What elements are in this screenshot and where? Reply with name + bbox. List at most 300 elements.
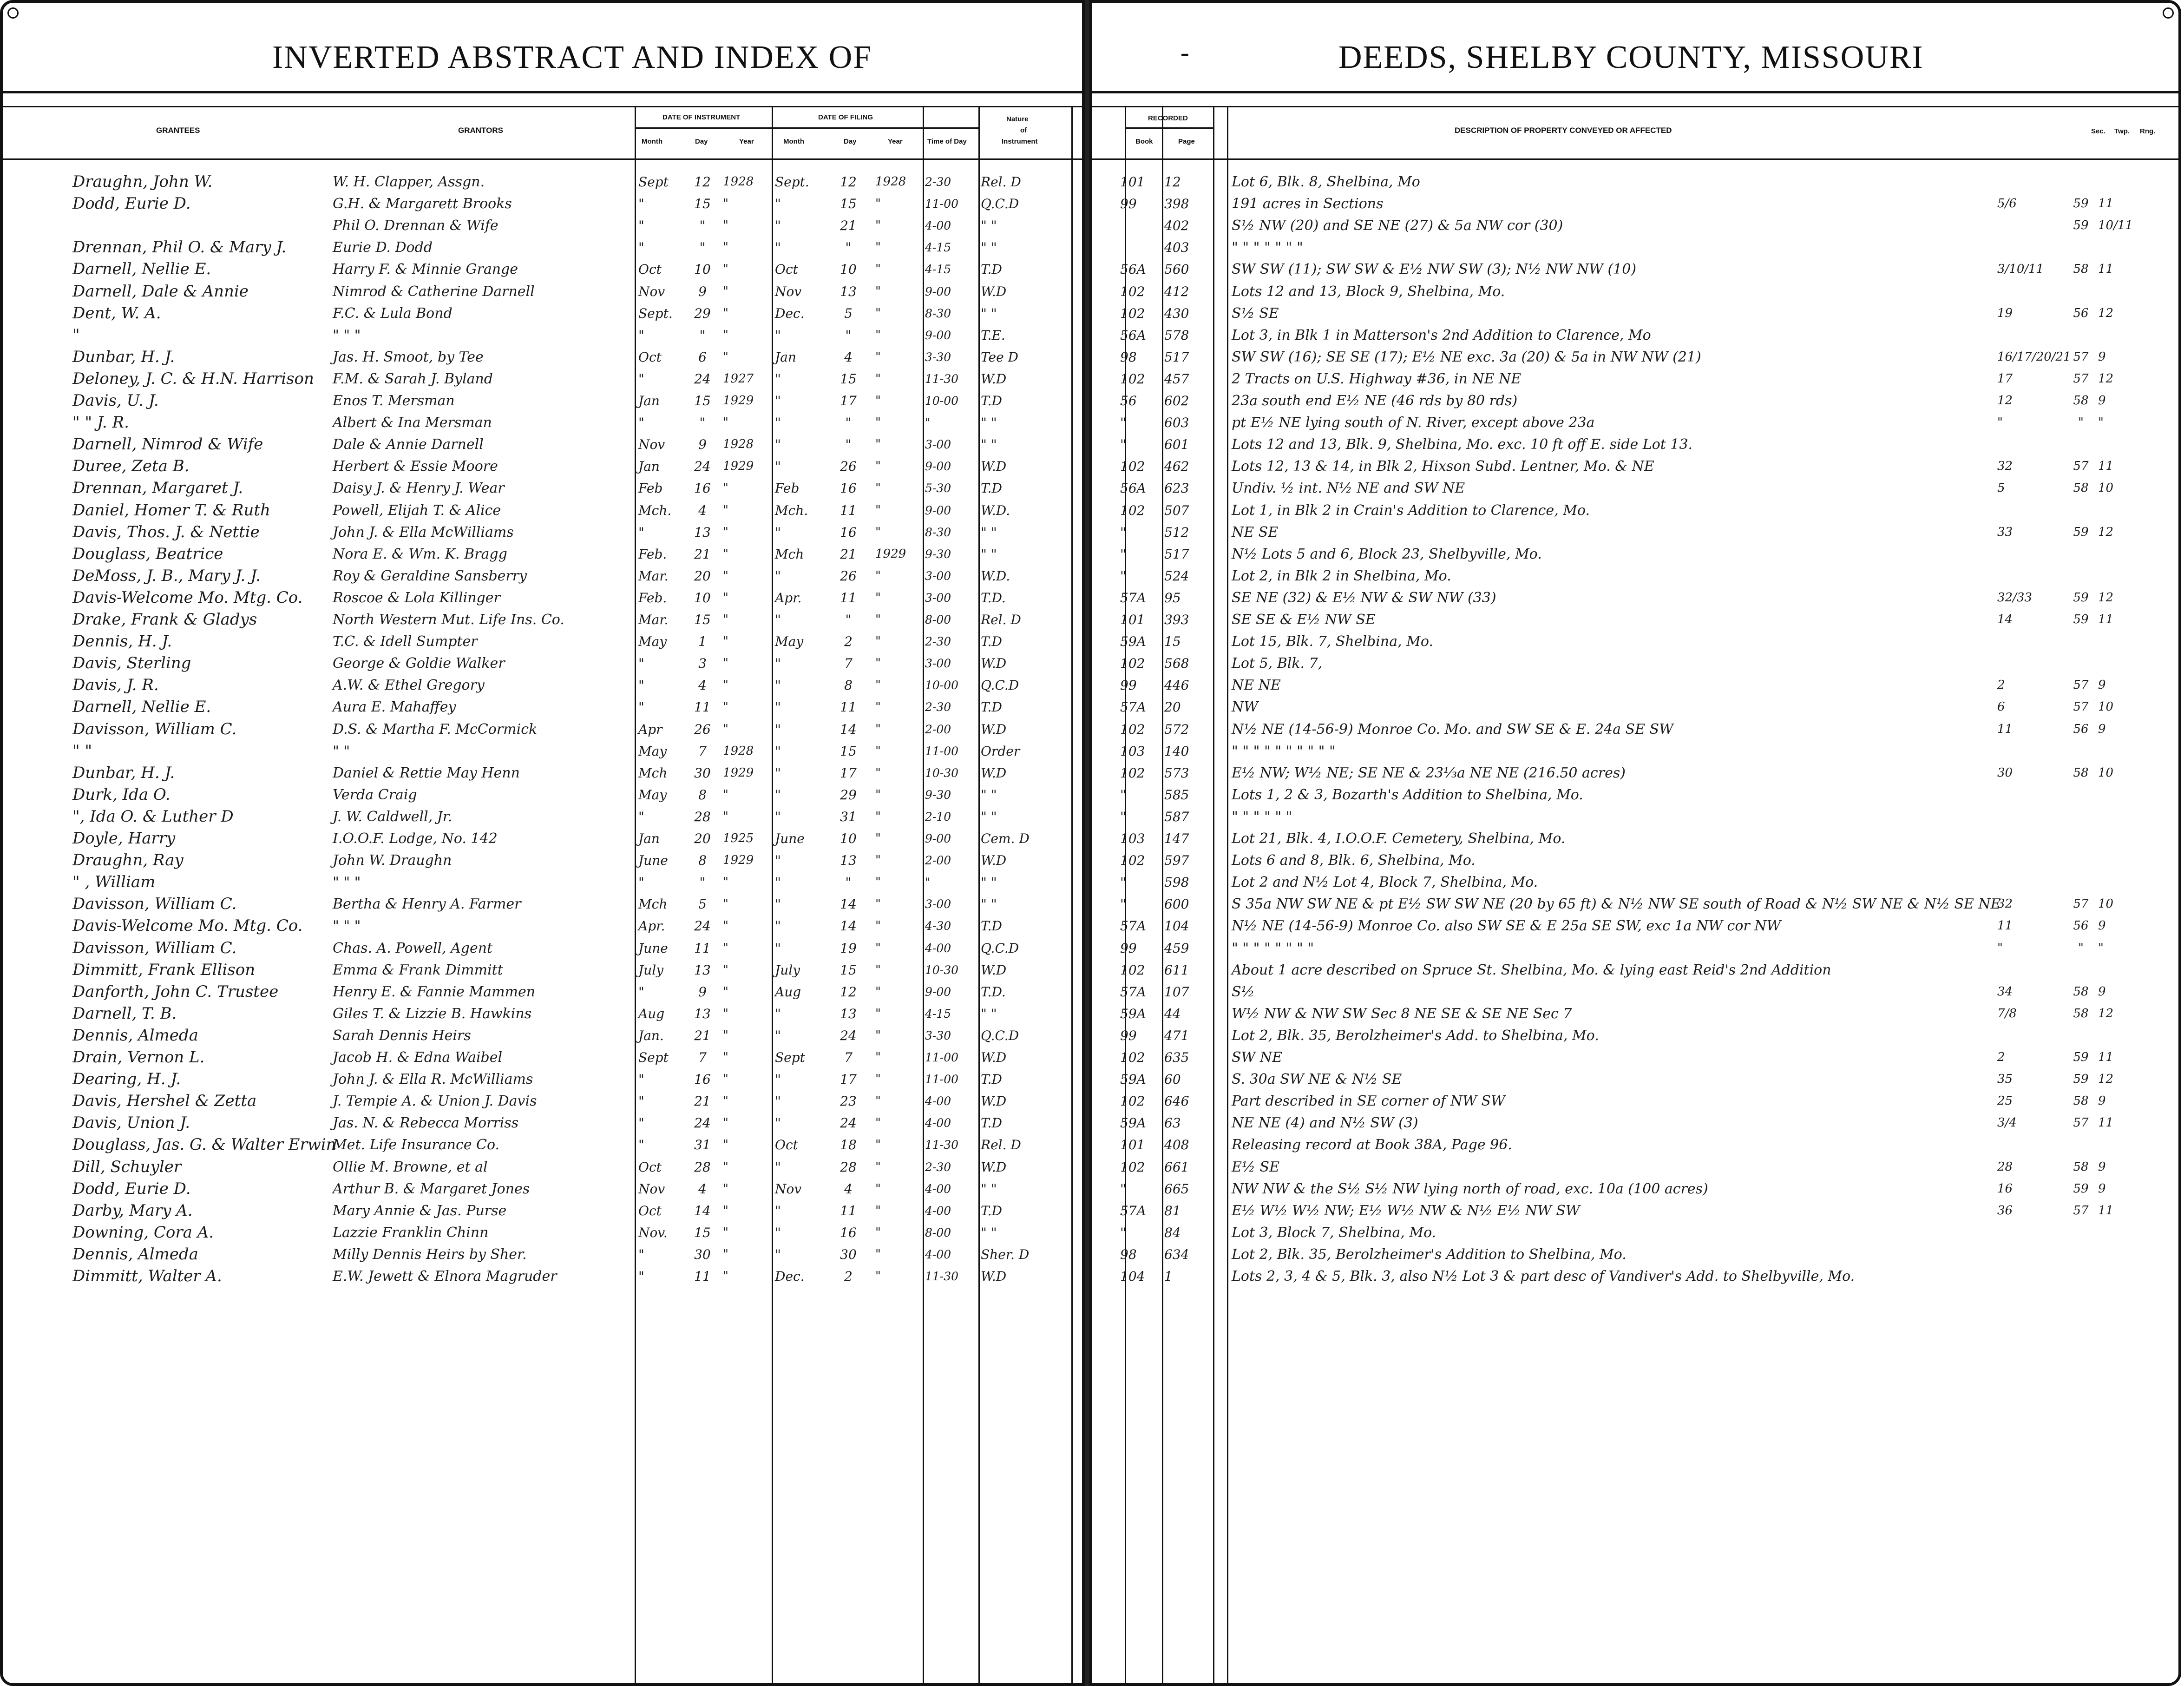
filing-month-cell: Apr. <box>775 590 802 606</box>
property-row <box>1092 281 2184 303</box>
filing-month-cell: " <box>775 941 781 956</box>
range-cell <box>2098 434 2140 455</box>
section-cell: 34 <box>1997 985 2013 999</box>
time-of-day-cell: 4-00 <box>925 219 951 232</box>
book-cell: 102 <box>1120 722 1145 737</box>
instrument-year-cell: 1929 <box>723 394 754 408</box>
page-cell: 603 <box>1164 415 1189 430</box>
instrument-day-cell: 9 <box>698 437 707 452</box>
range-cell: 12 <box>2098 372 2114 386</box>
filing-year-cell: " <box>875 240 881 254</box>
filing-day-cell: 13 <box>840 284 857 299</box>
filing-day-cell: 4 <box>844 349 853 365</box>
page-cell: 446 <box>1164 678 1189 693</box>
grantee-row <box>3 1025 1088 1047</box>
page-cell: 587 <box>1164 809 1189 824</box>
description-cell: pt E½ NE lying south of N. River, except above 23a <box>1232 415 1595 431</box>
book-cell: 99 <box>1120 196 1137 211</box>
grantee-cell: Dimmitt, Frank Ellison <box>72 961 256 979</box>
property-row <box>1092 915 2184 937</box>
book-cell: 59A <box>1120 1006 1146 1021</box>
filing-year-cell: " <box>875 262 881 276</box>
page-cell: 471 <box>1164 1028 1189 1043</box>
grantee-cell: Darnell, Nellie E. <box>72 698 211 716</box>
filing-day-cell: 17 <box>840 765 857 781</box>
filing-month-cell: Oct <box>775 262 798 277</box>
filing-year-cell: " <box>875 415 881 429</box>
page-cell: 403 <box>1164 240 1189 255</box>
property-row <box>1092 1244 2184 1265</box>
page-cell: 398 <box>1164 196 1189 211</box>
instrument-day-cell: 8 <box>698 787 707 803</box>
nature-of-instrument-cell: W.D <box>981 765 1007 781</box>
page-cell: 104 <box>1164 918 1189 934</box>
header-date-of-filing: DATE OF FILING <box>818 113 873 121</box>
filing-year-cell: " <box>875 1116 881 1130</box>
time-of-day-cell: 4-00 <box>925 1182 951 1196</box>
nature-of-instrument-cell: W.D <box>981 459 1007 474</box>
filing-year-cell: " <box>875 591 881 605</box>
time-of-day-cell: 3-00 <box>925 897 951 911</box>
township-cell <box>2065 434 2097 455</box>
description-cell: N½ Lots 5 and 6, Block 23, Shelbyville, Mo. <box>1232 546 1542 562</box>
description-cell: W½ NW & NW SW Sec 8 NE SE & SE NE Sec 7 <box>1232 1006 1572 1022</box>
page-cell: 634 <box>1164 1247 1189 1262</box>
township-cell: 59 <box>2073 1182 2089 1196</box>
filing-day-cell: 16 <box>840 1225 857 1240</box>
page-cell: 84 <box>1164 1225 1181 1240</box>
instrument-year-cell: " <box>723 415 728 429</box>
right-page <box>1089 0 2181 1686</box>
nature-of-instrument-cell: W.D <box>981 1269 1007 1284</box>
nature-of-instrument-cell: " " <box>981 1006 997 1021</box>
description-cell: S½ NW (20) and SE NE (27) & 5a NW cor (30) <box>1232 217 1563 234</box>
instrument-year-cell: " <box>723 525 728 539</box>
book-cell: 102 <box>1120 1093 1145 1109</box>
instrument-day-cell: 13 <box>694 1006 711 1021</box>
section-cell: 6 <box>1997 700 2005 714</box>
filing-month-cell: " <box>775 918 781 934</box>
section-cell: 3/4 <box>1997 1116 2017 1130</box>
range-cell: 9 <box>2098 1182 2106 1196</box>
nature-of-instrument-cell: " " <box>981 1181 997 1197</box>
time-of-day-cell: 9-30 <box>925 547 951 561</box>
property-row <box>1092 521 2184 543</box>
filing-year-cell: " <box>875 612 881 626</box>
left-page-title: INVERTED ABSTRACT AND INDEX OF <box>272 40 872 75</box>
township-cell: " <box>2078 415 2084 429</box>
filing-year-cell: " <box>875 1007 881 1021</box>
header-recorded: RECORDED <box>1148 114 1188 122</box>
instrument-month-cell: Nov <box>638 437 665 452</box>
description-cell: NE NE (4) and N½ SW (3) <box>1232 1115 1418 1131</box>
grantor-cell: Jas. H. Smoot, by Tee <box>333 349 484 365</box>
filing-year-cell: 1929 <box>875 547 906 561</box>
township-cell <box>2065 1265 2097 1287</box>
instrument-month-cell: Jan <box>638 831 660 846</box>
section-cell: 7/8 <box>1997 1007 2017 1021</box>
section-cell: " <box>1997 941 2003 955</box>
grantee-cell: Dodd, Eurie D. <box>72 194 191 213</box>
book-cell: 59A <box>1120 1115 1146 1131</box>
instrument-month-cell: June <box>638 853 668 868</box>
filing-month-cell: Dec. <box>775 1269 805 1284</box>
grantor-cell: Aura E. Mahaffey <box>333 699 456 715</box>
section-cell <box>1997 784 2062 806</box>
section-cell <box>1997 959 2062 981</box>
filing-month-cell: June <box>775 831 805 846</box>
range-cell: 12 <box>2098 591 2114 605</box>
range-cell: 11 <box>2098 262 2114 276</box>
section-cell: 28 <box>1997 1160 2013 1174</box>
property-row <box>1092 893 2184 915</box>
filing-year-cell: " <box>875 481 881 495</box>
property-row <box>1092 587 2184 609</box>
grantor-cell: Roy & Geraldine Sansberry <box>333 568 527 584</box>
description-cell: Lots 6 and 8, Blk. 6, Shelbina, Mo. <box>1232 852 1476 869</box>
right-header-bottom-rule <box>1092 158 2178 160</box>
range-cell: 9 <box>2098 678 2106 692</box>
instrument-year-cell: " <box>723 1225 728 1239</box>
range-cell: 12 <box>2098 306 2114 320</box>
instrument-month-cell: " <box>638 809 644 824</box>
grantor-cell: Roscoe & Lola Killinger <box>333 590 500 606</box>
grantee-cell: Danforth, John C. Trustee <box>72 982 279 1001</box>
filing-month-cell: July <box>775 962 800 978</box>
township-cell <box>2065 631 2097 652</box>
instrument-year-cell: " <box>723 1007 728 1021</box>
filing-year-cell: " <box>875 831 881 845</box>
right-page-title: DEEDS, SHELBY COUNTY, MISSOURI <box>1338 40 1924 75</box>
section-cell <box>1997 740 2062 762</box>
township-cell: 59 <box>2073 197 2089 211</box>
grantee-cell: Davis-Welcome Mo. Mtg. Co. <box>72 588 303 607</box>
book-cell: 102 <box>1120 459 1145 474</box>
instrument-day-cell: 28 <box>694 809 711 824</box>
instrument-day-cell: 13 <box>694 525 711 540</box>
nature-of-instrument-cell: " " <box>981 787 997 803</box>
instrument-month-cell: Oct <box>638 262 662 277</box>
property-row <box>1092 718 2184 740</box>
nature-of-instrument-cell: W.D <box>981 656 1007 671</box>
grantor-cell: W. H. Clapper, Assgn. <box>333 174 485 190</box>
section-cell <box>1997 500 2062 521</box>
description-cell: SE SE & E½ NW SE <box>1232 612 1376 628</box>
grantee-row <box>3 1222 1088 1244</box>
grantee-cell: Drain, Vernon L. <box>72 1048 205 1067</box>
instrument-month-cell: " <box>638 328 644 343</box>
filing-month-cell: Jan <box>775 349 796 365</box>
time-of-day-cell: 8-30 <box>925 307 951 320</box>
page-cell: 462 <box>1164 459 1189 474</box>
grantee-cell: Dunbar, H. J. <box>72 348 175 366</box>
page-cell: 507 <box>1164 503 1189 518</box>
instrument-month-cell: Mch <box>638 765 668 781</box>
filing-day-cell: 17 <box>840 1072 857 1087</box>
property-row <box>1092 1025 2184 1047</box>
grantee-cell: Dodd, Eurie D. <box>72 1179 191 1198</box>
range-cell <box>2098 652 2140 674</box>
township-cell: 56 <box>2073 722 2089 736</box>
header-sec: Sec. <box>2091 127 2105 135</box>
grantor-cell: Dale & Annie Darnell <box>333 436 484 453</box>
description-cell: " " " " " " " " <box>1232 940 1314 956</box>
section-cell <box>1997 1244 2062 1265</box>
nature-of-instrument-cell: " " <box>981 306 997 321</box>
page-cell: 147 <box>1164 831 1189 846</box>
instrument-day-cell: 21 <box>694 1028 711 1043</box>
filing-day-cell: 16 <box>840 525 857 540</box>
book-cell: 102 <box>1120 371 1145 387</box>
grantor-cell: Bertha & Henry A. Farmer <box>333 896 521 912</box>
book-cell <box>1120 237 1162 258</box>
description-cell: 2 Tracts on U.S. Highway #36, in NE NE <box>1232 371 1522 387</box>
filing-year-cell: " <box>875 700 881 714</box>
range-cell: " <box>2098 415 2104 429</box>
time-of-day-cell: 9-00 <box>925 460 951 473</box>
nature-of-instrument-cell: W.D <box>981 722 1007 737</box>
recorded-header-split-rule <box>1125 127 1213 129</box>
grantee-cell: Daniel, Homer T. & Ruth <box>72 501 270 520</box>
grantee-cell: Douglass, Jas. G. & Walter Erwin <box>72 1135 336 1154</box>
grantor-cell: Daniel & Rettie May Henn <box>333 765 520 781</box>
township-cell: 59 <box>2073 1072 2089 1086</box>
instrument-month-cell: " <box>638 984 644 1000</box>
filing-day-cell: 10 <box>840 831 857 846</box>
time-of-day-cell: 2-30 <box>925 1160 951 1174</box>
property-row <box>1092 937 2184 959</box>
header-rng: Rng. <box>2140 127 2156 135</box>
instrument-year-cell: " <box>723 284 728 298</box>
nature-of-instrument-cell: T.D <box>981 262 1002 277</box>
section-cell: 11 <box>1997 722 2013 736</box>
filing-day-cell: 11 <box>840 503 857 518</box>
book-cell: 59A <box>1120 1072 1146 1087</box>
filing-month-cell: " <box>775 459 781 474</box>
grantee-row <box>3 1200 1088 1222</box>
instrument-day-cell: 7 <box>698 1050 707 1065</box>
instrument-day-cell: 9 <box>698 984 707 1000</box>
section-cell: " <box>1997 415 2003 429</box>
book-cell: " <box>1120 1225 1126 1240</box>
section-cell <box>1997 652 2062 674</box>
nature-of-instrument-cell: Tee D <box>981 349 1018 365</box>
header-instrument-day: Day <box>695 138 708 145</box>
instrument-day-cell: 16 <box>694 481 711 496</box>
property-row <box>1092 346 2184 368</box>
filing-year-cell: " <box>875 503 881 517</box>
time-of-day-cell: 9-00 <box>925 832 951 845</box>
property-row <box>1092 806 2184 828</box>
property-row <box>1092 696 2184 718</box>
book-cell: 102 <box>1120 656 1145 671</box>
filing-day-cell: " <box>845 437 852 452</box>
instrument-month-cell: May <box>638 744 667 759</box>
description-cell: Lots 1, 2 & 3, Bozarth's Addition to Shelbina, Mo. <box>1232 787 1583 803</box>
page-cell: 402 <box>1164 218 1189 233</box>
time-of-day-cell: 9-00 <box>925 504 951 517</box>
grantee-row <box>3 915 1088 937</box>
filing-month-cell: " <box>775 525 781 540</box>
grantee-row <box>3 893 1088 915</box>
book-cell: 101 <box>1120 174 1145 190</box>
grantee-cell: DeMoss, J. B., Mary J. J. <box>72 566 261 585</box>
filing-year-cell: " <box>875 766 881 780</box>
grantee-row <box>3 937 1088 959</box>
township-cell <box>2065 237 2097 258</box>
nature-of-instrument-cell: T.D. <box>981 590 1006 606</box>
filing-year-cell: " <box>875 875 881 889</box>
page-cell: 517 <box>1164 349 1189 365</box>
time-of-day-cell: 2-30 <box>925 175 951 189</box>
filing-year-cell: " <box>875 788 881 802</box>
filing-year-cell: " <box>875 197 881 211</box>
grantee-cell: Dearing, H. J. <box>72 1070 181 1088</box>
section-cell <box>1997 850 2062 871</box>
township-cell: 56 <box>2073 919 2089 933</box>
time-of-day-cell: 3-00 <box>925 591 951 605</box>
instrument-month-cell: " <box>638 1093 644 1109</box>
grantee-row <box>3 390 1088 412</box>
time-of-day-cell: 10-00 <box>925 394 959 408</box>
time-of-day-cell: 10-30 <box>925 766 959 780</box>
description-cell: SW SW (16); SE SE (17); E½ NE exc. 3a (20) & 5a in NW NW (21) <box>1232 349 1701 365</box>
grantor-cell: Jacob H. & Edna Waibel <box>333 1049 503 1066</box>
instrument-day-cell: 15 <box>694 393 711 408</box>
book-cell: 101 <box>1120 612 1145 627</box>
time-of-day-cell: 11-30 <box>925 1138 959 1152</box>
filing-month-cell: " <box>775 699 781 715</box>
grantee-row <box>3 1068 1088 1090</box>
section-cell <box>1997 871 2062 893</box>
grantee-row <box>3 959 1088 981</box>
grantor-cell: Eurie D. Dodd <box>333 239 433 256</box>
instrument-year-cell: " <box>723 328 728 342</box>
grantee-row <box>3 1244 1088 1265</box>
township-cell: 58 <box>2073 394 2089 408</box>
filing-month-cell: " <box>775 612 781 627</box>
instrument-year-cell: " <box>723 1138 728 1152</box>
filing-month-cell: " <box>775 393 781 408</box>
instrument-month-cell: Feb. <box>638 547 667 562</box>
filing-month-cell: " <box>775 896 781 912</box>
page-cell: 600 <box>1164 896 1189 912</box>
grantor-cell: Emma & Frank Dimmitt <box>333 962 503 978</box>
grantor-cell: John J. & Ella R. McWilliams <box>333 1071 533 1087</box>
instrument-year-cell: " <box>723 569 728 583</box>
section-cell <box>1997 1265 2062 1287</box>
page-cell: 568 <box>1164 656 1189 671</box>
book-cell: 102 <box>1120 1159 1145 1175</box>
instrument-month-cell: " <box>638 678 644 693</box>
page-cell: 602 <box>1164 393 1189 408</box>
nature-of-instrument-cell: T.D <box>981 918 1002 934</box>
instrument-year-cell: 1928 <box>723 437 754 451</box>
nature-of-instrument-cell: T.D <box>981 634 1002 649</box>
range-cell <box>2098 631 2140 652</box>
instrument-month-cell: July <box>638 962 664 978</box>
grantee-cell: Davis-Welcome Mo. Mtg. Co. <box>72 916 303 935</box>
property-row <box>1092 1200 2184 1222</box>
page-cell: 573 <box>1164 765 1189 781</box>
page-cell: 459 <box>1164 941 1189 956</box>
page-cell: 512 <box>1164 525 1189 540</box>
header-description: DESCRIPTION OF PROPERTY CONVEYED OR AFFECTED <box>1455 126 1672 135</box>
range-cell: 11 <box>2098 1204 2114 1218</box>
grantee-cell: Downing, Cora A. <box>72 1223 214 1242</box>
page-cell: 665 <box>1164 1181 1189 1197</box>
filing-month-cell: Nov <box>775 284 802 299</box>
time-of-day-cell: 2-10 <box>925 810 951 823</box>
filing-year-cell: " <box>875 284 881 298</box>
instrument-year-cell: " <box>723 612 728 626</box>
instrument-month-cell: May <box>638 634 667 649</box>
grantor-cell: " " " <box>333 874 361 890</box>
filing-month-cell: " <box>775 1093 781 1109</box>
grantee-row <box>3 412 1088 434</box>
grantor-cell: Arthur B. & Margaret Jones <box>333 1181 530 1197</box>
township-cell: " <box>2078 941 2084 955</box>
nature-of-instrument-cell: Q.C.D <box>981 196 1019 211</box>
time-of-day-cell: 3-00 <box>925 569 951 583</box>
instrument-month-cell: " <box>638 1072 644 1087</box>
instrument-year-cell: " <box>723 700 728 714</box>
page-cell: 1 <box>1164 1269 1173 1284</box>
range-cell: 10/11 <box>2098 218 2133 232</box>
instrument-year-cell: " <box>723 678 728 692</box>
book-cell: 57A <box>1120 590 1146 606</box>
description-cell: NE SE <box>1232 524 1279 540</box>
filing-year-cell: " <box>875 897 881 911</box>
time-of-day-cell: 2-30 <box>925 700 951 714</box>
description-cell: SW NE <box>1232 1049 1283 1066</box>
instrument-day-cell: 15 <box>694 196 711 211</box>
description-cell: NW NW & the S½ S½ NW lying north of road, exc. 10a (100 acres) <box>1232 1181 1708 1197</box>
instrument-year-cell: 1928 <box>723 744 754 758</box>
property-row <box>1092 171 2184 193</box>
grantee-cell: Deloney, J. C. & H.N. Harrison <box>72 369 314 388</box>
township-cell: 59 <box>2073 612 2089 626</box>
grantor-cell: Powell, Elijah T. & Alice <box>333 502 501 519</box>
filing-day-cell: 14 <box>840 722 857 737</box>
book-cell: 103 <box>1120 744 1145 759</box>
section-cell <box>1997 1025 2062 1047</box>
instrument-year-cell: " <box>723 985 728 999</box>
filing-day-cell: 7 <box>844 1050 853 1065</box>
instrument-year-cell: " <box>723 1050 728 1064</box>
filing-day-cell: 12 <box>840 174 857 190</box>
filing-year-cell: 1928 <box>875 175 906 189</box>
description-cell: SW SW (11); SW SW & E½ NW SW (3); N½ NW NW (10) <box>1232 261 1637 277</box>
property-row <box>1092 828 2184 850</box>
section-cell <box>1997 171 2062 193</box>
description-cell: Undiv. ½ int. N½ NE and SW NE <box>1232 480 1465 496</box>
property-row <box>1092 434 2184 455</box>
filing-month-cell: " <box>775 656 781 671</box>
range-cell: 9 <box>2098 985 2106 999</box>
instrument-day-cell: " <box>699 415 706 430</box>
property-row <box>1092 850 2184 871</box>
nature-of-instrument-cell: " " <box>981 415 997 430</box>
property-row <box>1092 324 2184 346</box>
time-of-day-cell: 8-00 <box>925 1226 951 1239</box>
time-of-day-cell: 9-00 <box>925 329 951 342</box>
township-cell <box>2065 1025 2097 1047</box>
instrument-day-cell: 24 <box>694 371 711 387</box>
description-cell: S 35a NW SW NE & pt E½ SW SW NE (20 by 65 ft) & N½ NW SE south of Road & N½ SW NE & N½ SE NE <box>1232 896 2001 912</box>
grantee-cell: Drennan, Margaret J. <box>72 479 243 497</box>
time-of-day-cell: 3-00 <box>925 438 951 451</box>
